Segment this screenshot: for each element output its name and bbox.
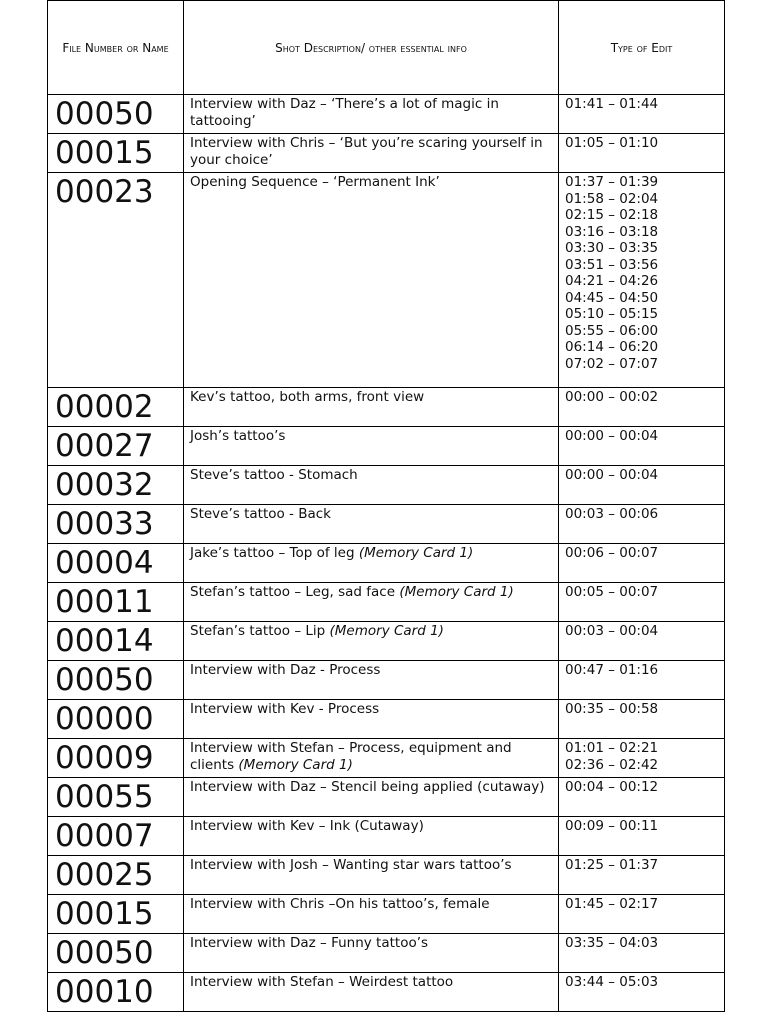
timecode-range: 01:05 – 01:10 (565, 135, 659, 151)
shot-description (184, 778, 559, 817)
description-text: Interview with Kev - Process (190, 701, 380, 717)
timecode-range: 05:55 – 06:00 (565, 322, 659, 339)
file-number: 00014 (48, 622, 184, 661)
table-row (48, 817, 725, 856)
edit-timecodes (559, 505, 725, 544)
description-text: Steve’s tattoo - Stomach (190, 467, 358, 483)
timecode-range: 04:21 – 04:26 (565, 273, 659, 289)
shot-description (184, 388, 559, 427)
edit-timecodes (559, 661, 725, 700)
shot-description (184, 134, 559, 173)
shot-description (184, 817, 559, 856)
file-number: 00015 (48, 895, 184, 934)
edit-timecodes (559, 583, 725, 622)
shot-description (184, 700, 559, 739)
table-row (48, 934, 725, 973)
table-row (48, 622, 725, 661)
description-text: Interview with Kev – Ink (Cutaway) (190, 818, 424, 834)
file-number: 00050 (48, 661, 184, 700)
shot-description (184, 466, 559, 505)
header-type-of-edit: Type of Edit (559, 1, 725, 95)
table-row (48, 856, 725, 895)
edit-timecodes (559, 856, 725, 895)
edit-timecodes (559, 622, 725, 661)
file-number: 00002 (48, 388, 184, 427)
description-text: Interview with Daz – ‘There’s a lot of magic in tattooing’ (190, 96, 499, 129)
description-text: Interview with Chris – ‘But you’re scaring yourself in your choice’ (190, 135, 543, 168)
timecode-range: 00:47 – 01:16 (565, 662, 659, 678)
file-number: 00025 (48, 856, 184, 895)
file-number: 00011 (48, 583, 184, 622)
table-row (48, 427, 725, 466)
file-number: 00050 (48, 95, 184, 134)
description-text: Stefan’s tattoo – Leg, sad face (190, 584, 400, 600)
edit-timecodes (559, 134, 725, 173)
shot-description (184, 934, 559, 973)
timecode-range: 00:00 – 00:02 (565, 389, 659, 405)
shot-description (184, 427, 559, 466)
timecode-range: 02:36 – 02:42 (565, 756, 659, 773)
timecode-range: 07:02 – 07:07 (565, 355, 659, 372)
table-row (48, 134, 725, 173)
file-number: 00009 (48, 739, 184, 778)
edit-timecodes (559, 934, 725, 973)
shot-description (184, 583, 559, 622)
table-row (48, 544, 725, 583)
edit-timecodes (559, 817, 725, 856)
timecode-range: 00:09 – 00:11 (565, 818, 659, 834)
timecode-range: 01:37 – 01:39 (565, 174, 659, 190)
table-row (48, 973, 725, 1012)
description-text: Steve’s tattoo - Back (190, 506, 331, 522)
shot-description (184, 505, 559, 544)
description-text: Jake’s tattoo – Top of leg (190, 545, 359, 561)
timecode-range: 00:03 – 00:06 (565, 506, 659, 522)
table-row (48, 173, 725, 388)
timecode-range: 03:16 – 03:18 (565, 223, 659, 240)
header-shot-description: Shot Description/ other essential info (184, 1, 559, 95)
edit-timecodes (559, 700, 725, 739)
file-number: 00032 (48, 466, 184, 505)
header-file-number: File Number or Name (48, 1, 184, 95)
description-text: Interview with Stefan – Process, equipment and clients (190, 740, 512, 773)
file-number: 00000 (48, 700, 184, 739)
table-row (48, 895, 725, 934)
shot-description (184, 622, 559, 661)
timecode-range: 00:06 – 00:07 (565, 545, 659, 561)
table-row (48, 700, 725, 739)
file-number: 00033 (48, 505, 184, 544)
description-text: Stefan’s tattoo – Lip (190, 623, 330, 639)
timecode-range: 01:25 – 01:37 (565, 857, 659, 873)
timecode-range: 00:03 – 00:04 (565, 623, 659, 639)
edit-timecodes (559, 778, 725, 817)
file-number: 00023 (48, 173, 184, 388)
timecode-range: 00:04 – 00:12 (565, 779, 659, 795)
timecode-range: 06:14 – 06:20 (565, 339, 659, 355)
timecode-range: 01:41 – 01:44 (565, 96, 659, 112)
table-row (48, 466, 725, 505)
timecode-range: 03:51 – 03:56 (565, 256, 659, 273)
description-text: Opening Sequence – ‘Permanent Ink’ (190, 174, 440, 190)
timecode-range: 01:01 – 02:21 (565, 740, 659, 756)
timecode-range: 01:45 – 02:17 (565, 896, 659, 912)
description-text: Interview with Stefan – Weirdest tattoo (190, 974, 454, 990)
table-row (48, 583, 725, 622)
table-row (48, 778, 725, 817)
timecode-range: 02:15 – 02:18 (565, 207, 659, 223)
timecode-range: 03:35 – 04:03 (565, 935, 659, 951)
edit-timecodes (559, 466, 725, 505)
description-text: Interview with Daz – Stencil being applied (cutaway) (190, 779, 545, 795)
memory-card-note: (Memory Card 1) (399, 584, 514, 600)
header-row (48, 1, 725, 95)
timecode-range: 05:10 – 05:15 (565, 306, 659, 322)
shot-description (184, 739, 559, 778)
description-text: Kev’s tattoo, both arms, front view (190, 389, 425, 405)
file-number: 00055 (48, 778, 184, 817)
timecode-range: 04:45 – 04:50 (565, 289, 659, 306)
edit-timecodes (559, 544, 725, 583)
description-text: Interview with Daz - Process (190, 662, 381, 678)
edit-timecodes (559, 388, 725, 427)
memory-card-note: (Memory Card 1) (358, 545, 474, 561)
table-row (48, 505, 725, 544)
shot-description (184, 973, 559, 1012)
file-number: 00004 (48, 544, 184, 583)
timecode-range: 01:58 – 02:04 (565, 190, 659, 207)
shot-description (184, 95, 559, 134)
file-number: 00027 (48, 427, 184, 466)
shot-description (184, 661, 559, 700)
file-number: 00007 (48, 817, 184, 856)
table-row (48, 388, 725, 427)
edit-timecodes (559, 739, 725, 778)
edit-timecodes (559, 895, 725, 934)
shot-description (184, 544, 559, 583)
shot-description (184, 895, 559, 934)
edit-timecodes (559, 973, 725, 1012)
file-number: 00010 (48, 973, 184, 1012)
timecode-range: 00:35 – 00:58 (565, 701, 659, 717)
memory-card-note: (Memory Card 1) (238, 756, 353, 773)
edit-timecodes (559, 95, 725, 134)
timecode-range: 00:05 – 00:07 (565, 584, 659, 600)
table-row (48, 661, 725, 700)
table-row (48, 95, 725, 134)
memory-card-note: (Memory Card 1) (329, 623, 444, 639)
edit-timecodes (559, 173, 725, 388)
description-text: Interview with Daz – Funny tattoo’s (190, 935, 429, 951)
edit-timecodes (559, 427, 725, 466)
table-body (48, 95, 725, 1012)
timecode-range: 03:30 – 03:35 (565, 240, 659, 256)
timecode-range: 00:00 – 00:04 (565, 467, 659, 483)
timecode-range: 03:44 – 05:03 (565, 974, 659, 990)
shot-description (184, 173, 559, 388)
file-number: 00050 (48, 934, 184, 973)
description-text: Josh’s tattoo’s (190, 428, 286, 444)
description-text: Interview with Chris –On his tattoo’s, female (190, 896, 490, 912)
edit-log-table (47, 0, 725, 1012)
timecode-range: 00:00 – 00:04 (565, 428, 659, 444)
table-row (48, 739, 725, 778)
file-number: 00015 (48, 134, 184, 173)
shot-description (184, 856, 559, 895)
description-text: Interview with Josh – Wanting star wars tattoo’s (190, 857, 512, 873)
